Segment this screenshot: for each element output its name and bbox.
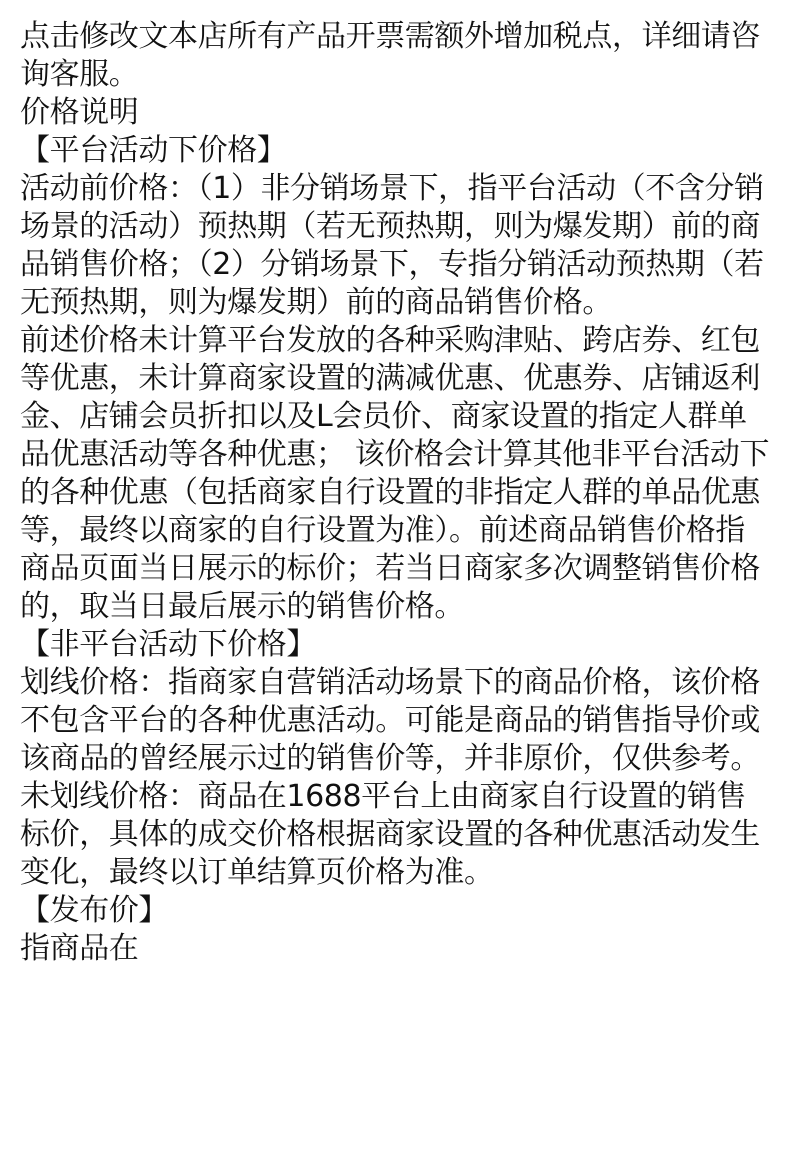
- strikethrough-price-paragraph: 划线价格：指商家自营销活动场景下的商品价格，该价格不包含平台的各种优惠活动。可能是商品的销售指导价或该商品的曾经展示过的销售价等，并非原价，仅供参考。: [20, 665, 760, 776]
- price-calculation-paragraph: 前述价格未计算平台发放的各种采购津贴、跨店券、红包等优惠，未计算商家设置的满减优惠、优惠券、店铺返利金、店铺会员折扣以及L会员价、商家设置的指定人群单品优惠活动等各种优惠； 该价格会计算其他非平台活动下的各种优惠（包括商家自行设置的非指定人群的单品优惠等，最终以商家的自行设置为准）。前述商品销售价格指商品页面当日展示的标价；若当日商家多次调整销售价格的，取当日最后展示的销售价格。: [20, 323, 770, 624]
- price-description-title: 价格说明: [20, 95, 139, 130]
- platform-price-heading: 【平台活动下价格】: [20, 133, 287, 168]
- non-platform-price-heading: 【非平台活动下价格】: [20, 627, 316, 662]
- invoice-notice: 点击修改文本店所有产品开票需额外增加税点，详细请咨询客服。: [20, 19, 760, 92]
- release-price-heading: 【发布价】: [20, 893, 168, 928]
- non-strikethrough-price-paragraph: 未划线价格：商品在1688平台上由商家自行设置的销售标价，具体的成交价格根据商家设置的各种优惠活动发生变化，最终以订单结算页价格为准。: [20, 779, 760, 890]
- release-price-paragraph: 指商品在: [20, 931, 139, 966]
- pre-activity-price-paragraph: 活动前价格：（1）非分销场景下，指平台活动（不含分销场景的活动）预热期（若无预热期，则为爆发期）前的商品销售价格；（2）分销场景下，专指分销活动预热期（若无预热期，则为爆发期）前的商品销售价格。: [20, 171, 764, 320]
